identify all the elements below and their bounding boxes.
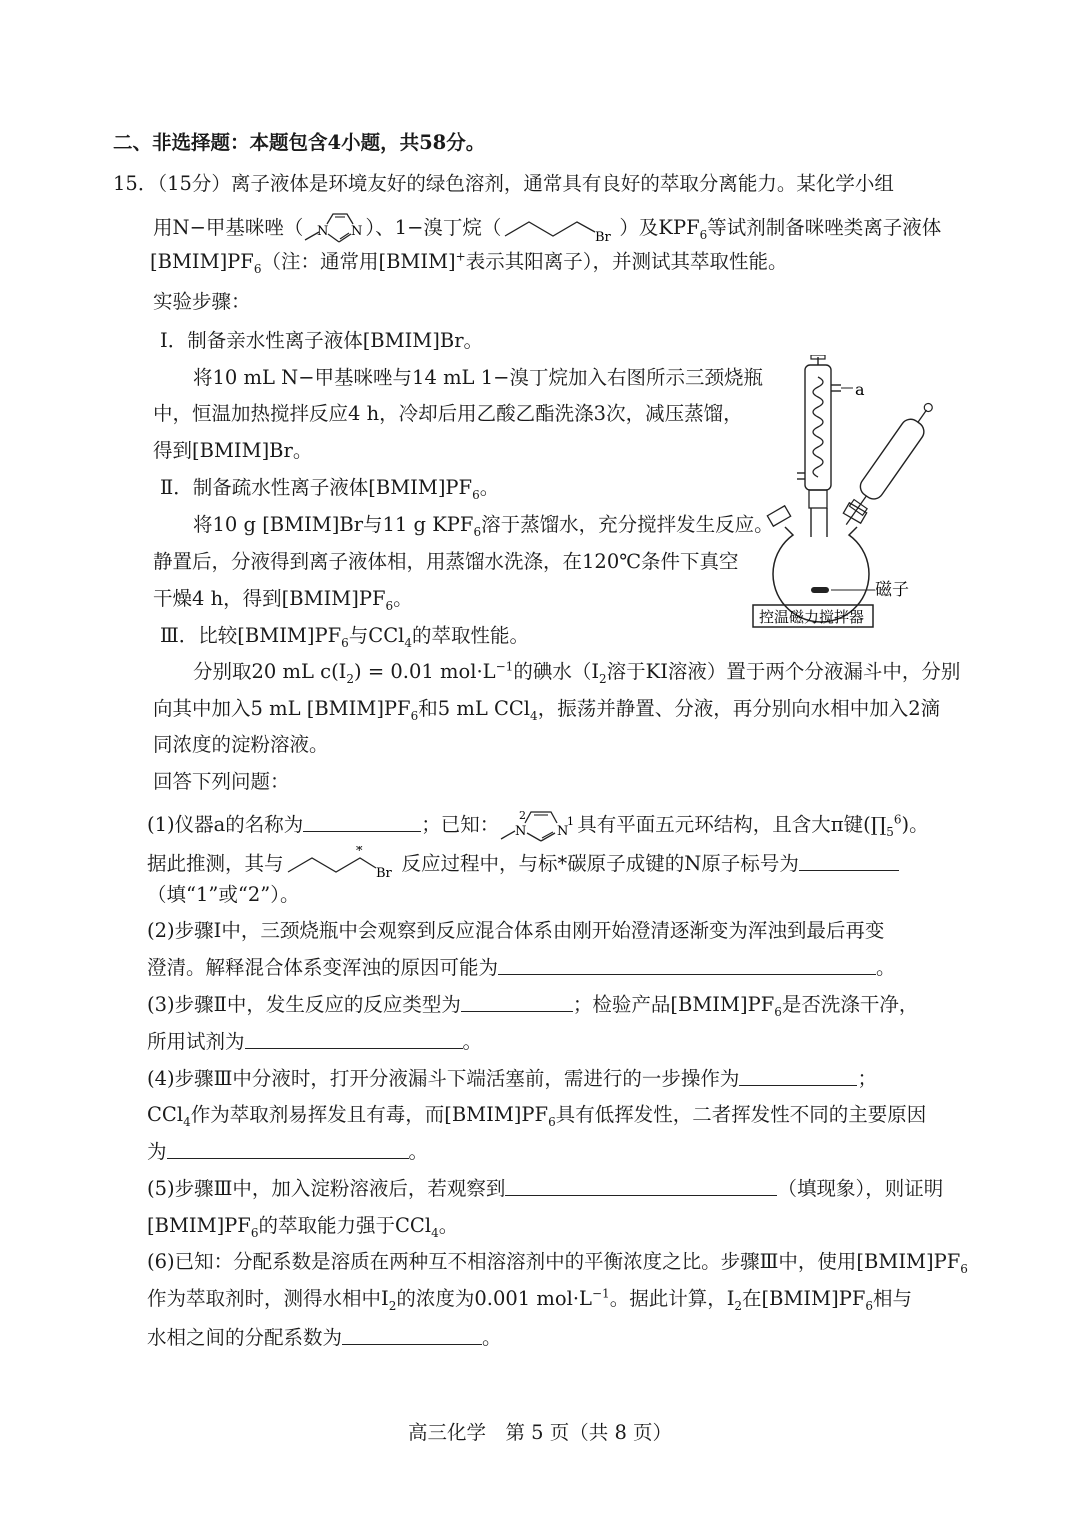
q15-line-2 <box>153 210 941 246</box>
q15-line-3 <box>150 250 788 274</box>
text: 溶于蒸馏水，充分搅拌发生反应。 <box>481 513 774 536</box>
text: 反应过程中，与标*碳原子成键的N原子标号为 <box>401 852 799 875</box>
br-label: Br <box>595 230 612 244</box>
three-neck-flask-apparatus-figure <box>745 355 945 635</box>
q15-line-1: 15．（15分）离子液体是环境友好的绿色溶剂，通常具有良好的萃取分离能力。某化学小组 <box>113 172 894 195</box>
text: (6)已知：分配系数是溶质在两种互不相溶溶剂中的平衡浓度之比。步骤Ⅲ中，使用[BMIM]PF <box>147 1250 961 1273</box>
steps-label: 实验步骤： <box>153 290 251 313</box>
text: 向其中加入5 mL [BMIM]PF <box>153 697 411 720</box>
text: 将10 g [BMIM]Br与11 g KPF <box>193 513 474 536</box>
text: 。 <box>438 1214 459 1237</box>
text: 干燥4 h，得到[BMIM]PF <box>153 587 386 610</box>
text: 等试剂制备咪唑类离子液体 <box>707 216 942 239</box>
text: 。 <box>408 1140 429 1163</box>
dropping-funnel <box>836 397 940 531</box>
text: 据此推测，其与 <box>147 852 284 875</box>
step1-line-3: 得到[BMIM]Br。 <box>153 439 313 462</box>
n-label-2: N <box>351 224 363 239</box>
text: ) = 0.01 mol·L <box>354 660 496 683</box>
answer-label: 回答下列问题： <box>153 770 290 793</box>
n-label: N <box>317 224 329 239</box>
part4-line-1 <box>147 1067 877 1091</box>
label-magnetic-stirrer: 控温磁力搅拌器 <box>759 608 865 626</box>
subscript: 2 <box>734 1298 743 1313</box>
part3-line-2 <box>147 1030 482 1054</box>
page-footer: 高三化学 第 5 页（共 8 页） <box>407 1421 673 1444</box>
left-stopper <box>767 506 790 526</box>
part2-line-1: (2)步骤Ⅰ中，三颈烧瓶中会观察到反应混合体系由刚开始澄清逐渐变为浑浊到最后再变 <box>147 919 885 942</box>
superscript: −1 <box>591 1286 610 1301</box>
text: 表示其阳离子），并测试其萃取性能。 <box>465 250 788 273</box>
text: ； <box>857 1067 877 1090</box>
text: 的萃取性能。 <box>412 624 530 647</box>
step1-line-2: 中，恒温加热搅拌反应4 h，冷却后用乙酸乙酯洗涤3次，减压蒸馏， <box>153 402 743 425</box>
part1-line-3: （填“1”或“2”）。 <box>147 883 300 906</box>
subscript: 6 <box>960 1261 968 1276</box>
text: 。 <box>393 587 413 610</box>
text: 相与 <box>873 1287 913 1310</box>
step2-line-3 <box>153 587 413 611</box>
step2-line-2: 静置后，分液得到离子液体相，用蒸馏水洗涤，在120℃条件下真空 <box>153 550 739 573</box>
star-label: * <box>355 846 363 859</box>
subscript: 4 <box>183 1114 191 1129</box>
text: Ⅲ．比较[BMIM]PF <box>160 624 342 647</box>
text: 所用试剂为 <box>147 1030 245 1053</box>
answer-blank[interactable] <box>739 1068 857 1086</box>
text: 具有低挥发性，二者挥发性不同的主要原因 <box>555 1103 927 1126</box>
text: 与CCl <box>348 624 405 647</box>
text: (4)步骤Ⅲ中分液时，打开分液漏斗下端活塞前，需进行的一步操作为 <box>147 1067 740 1090</box>
answer-blank[interactable] <box>505 1178 777 1196</box>
subscript: 2 <box>388 1298 397 1313</box>
subscript: 6 <box>473 524 482 539</box>
label-a: a <box>855 380 865 399</box>
text: 作为萃取剂时，测得水相中I <box>147 1287 389 1310</box>
methylimidazole-numbered-structure <box>499 807 577 845</box>
subscript: 2 <box>599 671 607 686</box>
subscript: 6 <box>385 598 394 613</box>
text: ）及KPF <box>619 216 700 239</box>
step2-title <box>160 476 499 500</box>
subscript: 6 <box>341 635 349 650</box>
part4-line-2 <box>147 1103 926 1127</box>
answer-blank[interactable] <box>461 994 573 1012</box>
text: ；检验产品[BMIM]PF <box>572 993 775 1016</box>
n-methylimidazole-structure <box>303 210 365 246</box>
text: 。 <box>482 1326 502 1349</box>
text: 分别取20 mL c(I <box>193 660 347 683</box>
part2-line-2 <box>147 956 896 980</box>
text: ；已知： <box>421 813 500 836</box>
section-header: 二、非选择题：本题包含4小题，共58分。 <box>113 131 486 154</box>
br-label: Br <box>375 866 392 881</box>
part5-line-1 <box>147 1177 943 1201</box>
subscript: 6 <box>250 1225 259 1240</box>
text: (5)步骤Ⅲ中，加入淀粉溶液后，若观察到 <box>147 1177 506 1200</box>
text: 。据此计算，I <box>609 1287 735 1310</box>
bromobutane-structure <box>501 214 619 244</box>
subscript: 6 <box>253 261 262 276</box>
step3-line-2 <box>153 697 940 721</box>
superscript: −1 <box>495 659 514 674</box>
bromobutane-starred-structure <box>284 846 402 882</box>
part6-line-1 <box>147 1250 968 1274</box>
text: 的浓度为0.001 mol·L <box>396 1287 592 1310</box>
n-label-2: N <box>557 824 569 839</box>
text: [BMIM]PF <box>150 250 254 273</box>
subscript: 6 <box>865 1298 874 1313</box>
subscript: 4 <box>431 1225 439 1240</box>
answer-blank[interactable] <box>167 1141 409 1159</box>
subscript: 5 <box>886 824 894 839</box>
text: ，振荡并静置、分液，再分别向水相中加入2滴 <box>537 697 941 720</box>
step3-title <box>160 624 529 648</box>
answer-blank[interactable] <box>303 814 421 832</box>
text: 澄清。解释混合体系变浑浊的原因可能为 <box>147 956 499 979</box>
answer-blank[interactable] <box>498 957 876 975</box>
text: CCl <box>147 1103 184 1126</box>
text: (1)仪器a的名称为 <box>147 813 304 836</box>
text: （填现象），则证明 <box>777 1177 944 1200</box>
num-2-label: 2 <box>519 809 527 822</box>
step3-line-3: 同浓度的淀粉溶液。 <box>153 733 329 756</box>
num-1-label: 1 <box>567 815 575 828</box>
step1-line-1: 将10 mL N−甲基咪唑与14 mL 1−溴丁烷加入右图所示三颈烧瓶 <box>193 366 763 389</box>
subscript: 2 <box>346 671 355 686</box>
superscript: 6 <box>893 812 902 827</box>
subscript: 6 <box>472 487 480 502</box>
text: 。 <box>479 476 500 499</box>
text: （注：通常用[BMIM] <box>261 250 456 273</box>
subscript: 4 <box>530 708 538 723</box>
subscript: 6 <box>410 708 419 723</box>
text: 是否洗涤干净， <box>781 993 919 1016</box>
step3-line-1 <box>193 660 960 684</box>
superscript: + <box>455 249 466 264</box>
text: 在[BMIM]PF <box>742 1287 866 1310</box>
part5-line-2 <box>147 1214 458 1238</box>
part4-line-3 <box>147 1140 428 1164</box>
part6-line-2 <box>147 1287 912 1311</box>
subscript: 6 <box>699 227 708 242</box>
part3-line-1 <box>147 993 918 1017</box>
text: 为 <box>147 1140 167 1163</box>
text: 和5 mL CCl <box>418 697 531 720</box>
text: (3)步骤Ⅱ中，发生反应的反应类型为 <box>147 993 461 1016</box>
text: 。 <box>876 956 896 979</box>
text: ）、1−溴丁烷（ <box>365 216 502 239</box>
text: 用N−甲基咪唑（ <box>153 216 304 239</box>
step2-line-1 <box>193 513 774 537</box>
subscript: 6 <box>774 1004 782 1019</box>
text: 具有平面五元环结构，且含大π键(∏ <box>577 813 887 836</box>
condenser-coil <box>813 377 823 477</box>
part6-line-3 <box>147 1326 502 1350</box>
subscript: 4 <box>404 635 412 650</box>
answer-blank[interactable] <box>799 853 899 871</box>
part1-line-2 <box>147 846 899 882</box>
label-stir-bar: 磁子 <box>875 580 909 600</box>
part1-line-1 <box>147 807 929 845</box>
text: [BMIM]PF <box>147 1214 251 1237</box>
answer-blank[interactable] <box>245 1031 463 1049</box>
subscript: 6 <box>548 1114 556 1129</box>
text: 作为萃取剂易挥发且有毒，而[BMIM]PF <box>190 1103 549 1126</box>
text: 的萃取能力强于CCl <box>258 1214 432 1237</box>
text: 溶于KI溶液）置于两个分液漏斗中，分别 <box>606 660 961 683</box>
answer-blank[interactable] <box>342 1327 482 1345</box>
step1-title: Ⅰ．制备亲水性离子液体[BMIM]Br。 <box>160 329 484 352</box>
n-label: N <box>515 824 527 839</box>
text: 水相之间的分配系数为 <box>147 1326 343 1349</box>
text: 的碘水（I <box>513 660 600 683</box>
text: Ⅱ．制备疏水性离子液体[BMIM]PF <box>160 476 473 499</box>
text: 。 <box>462 1030 483 1053</box>
text: )。 <box>901 813 929 836</box>
stir-bar <box>811 587 829 593</box>
